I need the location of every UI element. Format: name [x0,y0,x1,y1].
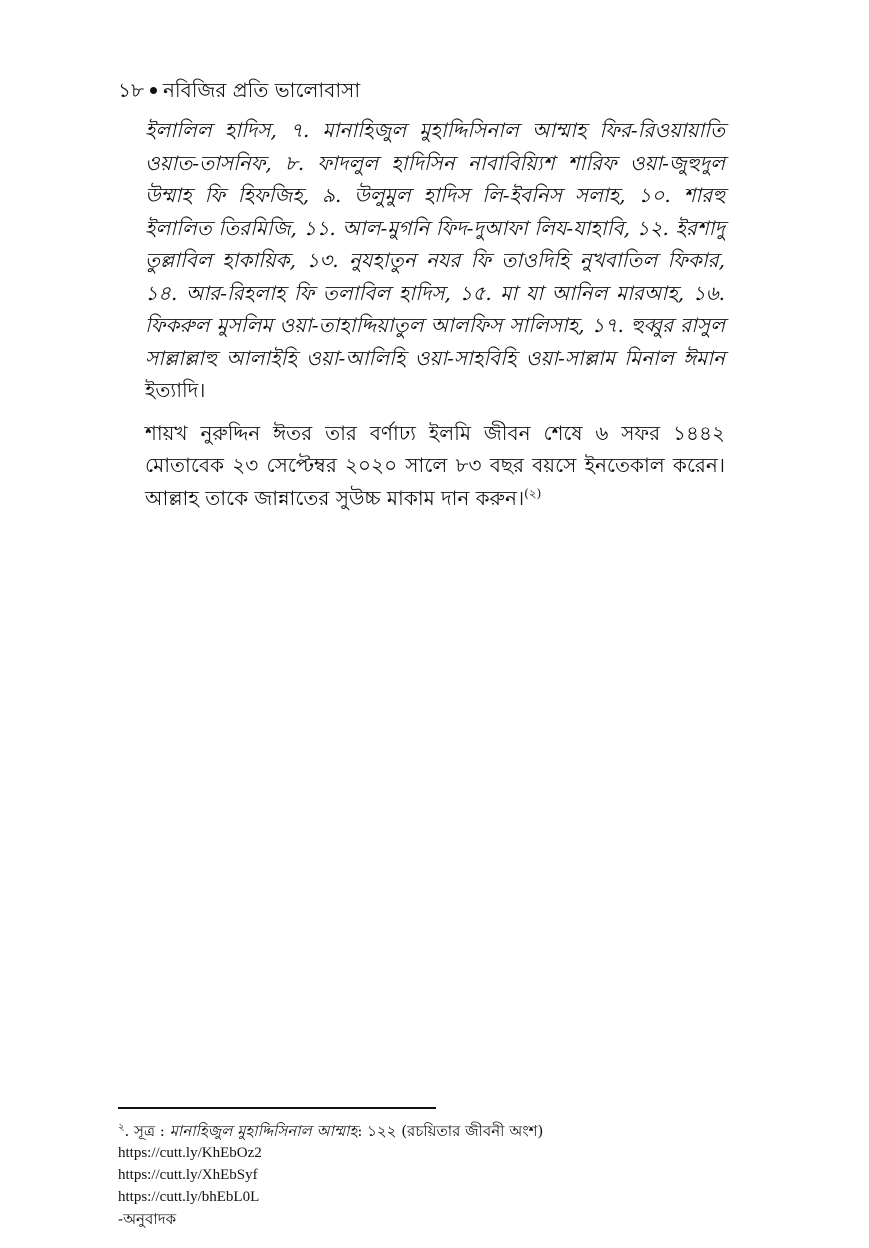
footnote-reference: (২) [524,485,542,500]
footnote-source-line [118,1120,818,1142]
footnote-source-ref: : ১২২ (রচয়িতার জীবনী অংশ) [357,1122,544,1140]
book-list-paragraph [145,114,725,407]
main-text [145,114,725,514]
book-title: নবিজির প্রতি ভালোবাসা [162,78,361,102]
footnote-block [118,1120,818,1230]
footnote-link[interactable]: https://cutt.ly/bhEbL0L [118,1189,260,1205]
footnote-link[interactable]: https://cutt.ly/XhEbSyf [118,1167,258,1183]
running-header [118,76,360,104]
translator-note: -অনুবাদক [118,1210,177,1228]
footnote-divider [118,1107,436,1109]
page-number: ১৮ [118,78,144,102]
footnote-source-title: মানাহিজুল মুহাদ্দিসিনাল আম্মাহ [169,1122,358,1140]
footnote-link[interactable]: https://cutt.ly/KhEbOz2 [118,1145,262,1161]
biography-text: শায়খ নুরুদ্দিন ঈতর তার বর্ণাঢ্য ইলমি জীবন শেষে ৬ সফর ১৪৪২ মোতাবেক ২৩ সেপ্টেম্বর ২০২০ সালে ৮৩ বছর বয়সে ইনতেকাল করেন। আল্লাহ তাকে জান্নাতের সুউচ্চ মাকাম দান করুন। [145,420,725,510]
book-list-tail: ইত্যাদি। [145,378,206,402]
footnote-number: ২ [118,1122,125,1133]
biography-paragraph [145,417,725,515]
bullet-separator-icon [150,87,157,94]
footnote-label: . সূত্র : [124,1122,170,1140]
book-list-text: ইলালিল হাদিস, ৭. মানাহিজুল মুহাদ্দিসিনাল আম্মাহ ফির-রিওয়ায়াতি ওয়াত-তাসনিফ, ৮. ফাদলুল হাদিসিন নাবাবিয়্যিশ শারিফ ওয়া-জুহুদুল উম্মাহ ফি হিফজিহ, ৯. উলুমুল হাদিস লি-ইবনিস সলাহ, ১০. শারহু ইলালিত তিরমিজি, ১১. আল-মুগনি ফিদ-দুআফা লিয-যাহাবি, ১২. ইরশাদু তুল্লাবিল হাকায়িক, ১৩. নুযহাতুন নযর ফি তাওদিহি নুখবাতিল ফিকার, ১৪. আর-রিহলাহ ফি তলাবিল হাদিস, ১৫. মা যা আনিল মারআহ, ১৬. ফিকরুল মুসলিম ওয়া-তাহাদ্দিয়াতুল আলফিস সালিসাহ, ১৭. হুব্বুর রাসুল সাল্লাল্লাহু আলাইহি ওয়া-আলিহি ওয়া-সাহবিহি ওয়া-সাল্লাম মিনাল ঈমান [145,118,725,370]
